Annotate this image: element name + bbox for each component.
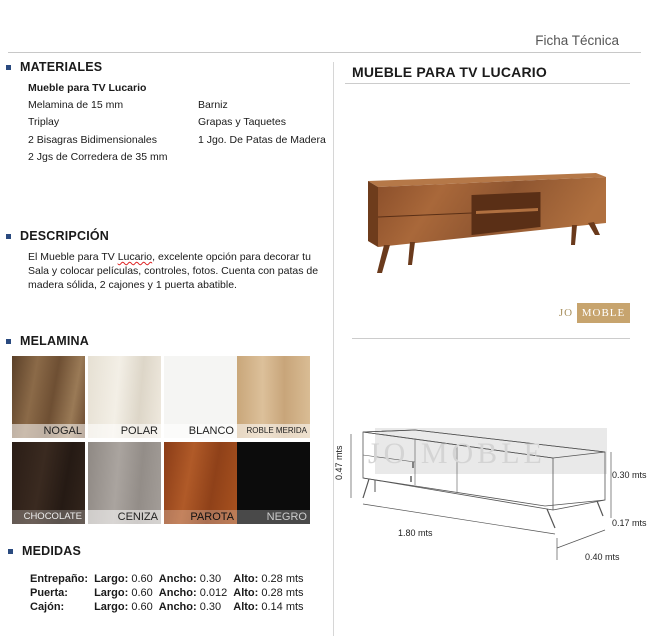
page-title: Ficha Técnica bbox=[535, 33, 619, 48]
bullet-icon bbox=[6, 234, 11, 239]
swatch-negro: NEGRO bbox=[237, 442, 310, 524]
material-item: Barniz bbox=[198, 99, 228, 111]
material-item: Melamina de 15 mm bbox=[28, 99, 124, 111]
table-row: Entrepaño: Largo: 0.60 Ancho: 0.30 Alto: 0.28 mts bbox=[30, 573, 304, 585]
dim-leg-height: 0.17 mts bbox=[612, 518, 647, 528]
descripcion-heading: DESCRIPCIÓN bbox=[20, 229, 110, 243]
medidas-heading: MEDIDAS bbox=[22, 544, 82, 558]
dim-total-height: 0.47 mts bbox=[334, 445, 344, 480]
descripcion-text: El Mueble para TV Lucario, excelente opción para decorar tu Sala y colocar películas, controles, fotos. Cuenta con patas de madera sólida, 2 cajones y 1 puerta abatible. bbox=[28, 251, 319, 291]
materiales-subtitle: Mueble para TV Lucario bbox=[28, 82, 147, 94]
bullet-icon bbox=[8, 549, 13, 554]
product-image bbox=[360, 165, 610, 280]
medidas-table bbox=[27, 572, 307, 614]
material-item: Triplay bbox=[28, 116, 60, 128]
header-divider bbox=[8, 52, 641, 53]
dim-length: 1.80 mts bbox=[398, 528, 433, 538]
swatch-roble-merida: ROBLE MERIDA bbox=[237, 356, 310, 438]
material-item: 1 Jgo. De Patas de Madera bbox=[198, 134, 326, 146]
dim-body-height: 0.30 mts bbox=[612, 470, 647, 480]
materiales-heading: MATERIALES bbox=[20, 60, 103, 74]
swatch-nogal: NOGAL bbox=[12, 356, 85, 438]
dim-depth: 0.40 mts bbox=[585, 552, 620, 562]
table-row: Cajón: Largo: 0.60 Ancho: 0.30 Alto: 0.14 mts bbox=[30, 601, 304, 613]
section-divider bbox=[352, 338, 630, 339]
material-item: 2 Jgs de Corredera de 35 mm bbox=[28, 151, 168, 163]
diagram-watermark: JO MOBLE bbox=[368, 437, 546, 470]
swatch-blanco: BLANCO bbox=[164, 356, 237, 438]
product-title: MUEBLE PARA TV LUCARIO bbox=[352, 64, 547, 80]
melamina-heading: MELAMINA bbox=[20, 334, 89, 348]
swatch-ceniza: CENIZA bbox=[88, 442, 161, 524]
title-divider bbox=[345, 83, 630, 84]
material-item: Grapas y Taquetes bbox=[198, 116, 286, 128]
swatch-parota: PAROTA bbox=[164, 442, 237, 524]
bullet-icon bbox=[6, 339, 11, 344]
material-item: 2 Bisagras Bidimensionales bbox=[28, 134, 157, 146]
swatch-polar: POLAR bbox=[88, 356, 161, 438]
bullet-icon bbox=[6, 65, 11, 70]
column-divider bbox=[333, 62, 334, 636]
table-row: Puerta: Largo: 0.60 Ancho: 0.012 Alto: 0.28 mts bbox=[30, 587, 304, 599]
swatch-chocolate: CHOCOLATE bbox=[12, 442, 85, 524]
brand-logo: JO MOBLE bbox=[555, 303, 630, 323]
